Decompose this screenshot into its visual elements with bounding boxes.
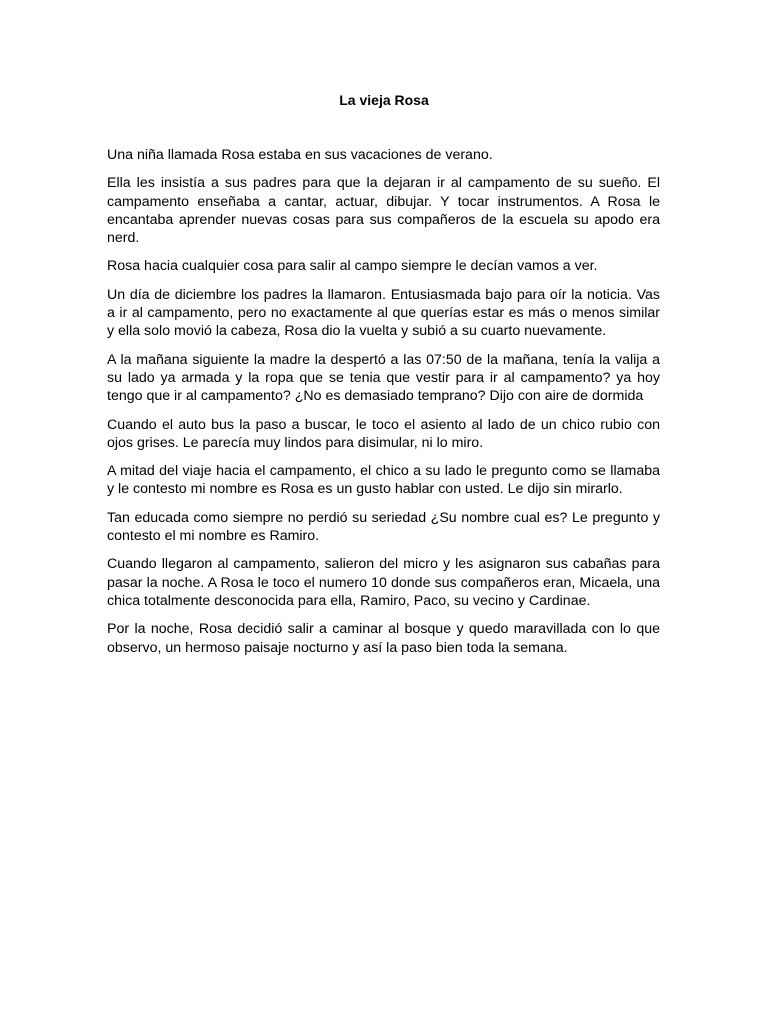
document-body (107, 146, 660, 667)
paragraph-6: Cuando el auto bus la paso a buscar, le toco el asiento al lado de un chico rubio con ojos grises. Le parecía muy lindos para disimular, ni lo miro. (107, 416, 660, 451)
paragraph-7: A mitad del viaje hacia el campamento, el chico a su lado le pregunto como se llamaba y le contesto mi nombre es Rosa es un gusto hablar con usted. Le dijo sin mirarlo. (107, 463, 660, 498)
document-title: La vieja Rosa (339, 92, 429, 108)
paragraph-8: Tan educada como siempre no perdió su seriedad ¿Su nombre cual es? Le pregunto y contesto el mi nombre es Ramiro. (107, 509, 660, 545)
paragraph-2: Ella les insistía a sus padres para que la dejaran ir al campamento de su sueño. El campamento enseñaba a cantar, actuar, dibujar. Y tocar instrumentos. A Rosa le encantaba aprender nuevas cosas para sus compañeros de la escuela su apodo era nerd. (107, 175, 660, 247)
paragraph-3: Rosa hacia cualquier cosa para salir al campo siempre le decían vamos a ver. (107, 258, 598, 275)
paragraph-4: Un día de diciembre los padres la llamaron. Entusiasmada bajo para oír la noticia. Vas a ir al campamento, pero no exactamente al que querías estar es más o menos similar y ella solo movió la cabeza, Rosa dio la vuelta y subió a su cuarto nuevamente. (107, 286, 660, 340)
paragraph-5: A la mañana siguiente la madre la despertó a las 07:50 de la mañana, tenía la valija a su lado ya armada y la ropa que se tenia que vestir para ir al campamento? ya hoy tengo que ir al campamento? ¿No es demasiado temprano? Dijo con aire de dormida (107, 351, 660, 405)
paragraph-1: Una niña llamada Rosa estaba en sus vacaciones de verano. (107, 147, 493, 163)
paragraph-10: Por la noche, Rosa decidió salir a caminar al bosque y quedo maravillada con lo que observo, un hermoso paisaje nocturno y así la paso bien toda la semana. (107, 621, 660, 656)
paragraph-9: Cuando llegaron al campamento, salieron del micro y les asignaron sus cabañas para pasar la noche. A Rosa le toco el numero 10 donde sus compañeros eran, Micaela, una chica totalmente desconocida para ella, Ramiro, Paco, su vecino y Cardinae. (107, 556, 660, 609)
